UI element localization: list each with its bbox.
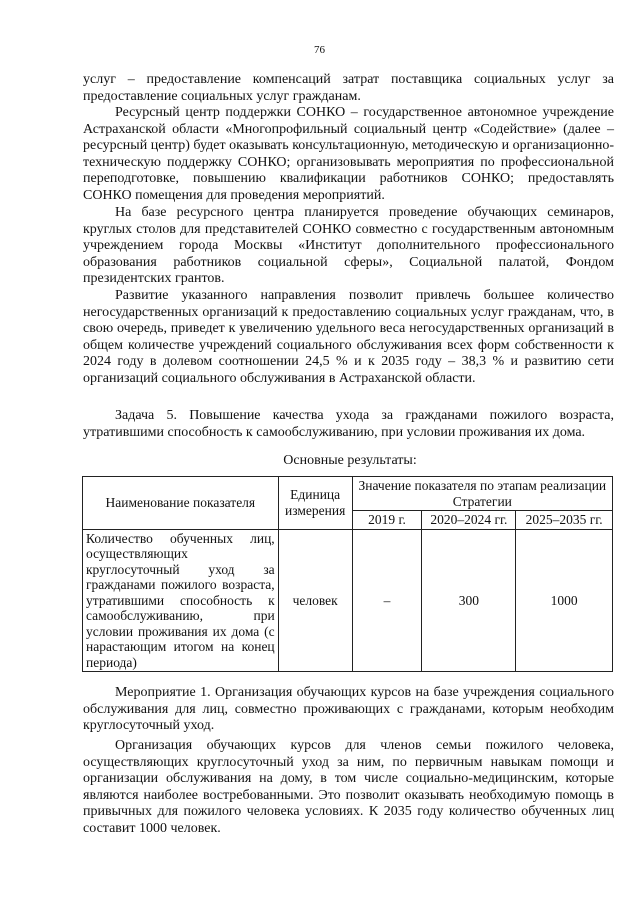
header-unit: Единица измерения — [278, 477, 352, 530]
row-value-2020-2024: 300 — [422, 529, 516, 672]
results-table — [82, 476, 613, 672]
paragraph-seminars: На базе ресурсного центра планируется проведение обучающих семинаров, круглых столов для представителей СОНКО совместно с государственным автономным учреждением города Москвы «Институт дополнительного профессионального образования работников социальной сферы», Социальной палатой, Фондом президентских грантов. — [83, 205, 614, 286]
paragraph-task-5: Задача 5. Повышение качества ухода за гражданами пожилого возраста, утратившими способность к самообслуживанию, при условии проживания их дома. — [83, 408, 614, 440]
row-unit: человек — [278, 529, 352, 672]
paragraph-development: Развитие указанного направления позволит привлечь большее количество негосударственных организаций к предоставлению социальных услуг гражданам, что, в свою очередь, приведет к увеличению удельного веса негосударственных организаций в общем количестве учреждений социального обслуживания всех форм собственности к 2024 году в долевом соотношении 24,5 % и к 2035 году – 38,3 % и развитию сети организаций социального обслуживания в Астраханской области. — [83, 288, 614, 386]
header-year-2019: 2019 г. — [352, 511, 422, 530]
header-indicator-value: Значение показателя по этапам реализации Стратегии — [352, 477, 612, 511]
paragraph-services-continuation: услуг – предоставление компенсаций затрат поставщика социальных услуг за предоставление социальных услуг гражданам. — [83, 72, 614, 104]
page-number: 76 — [314, 44, 325, 56]
paragraph-resource-center: Ресурсный центр поддержки СОНКО – государственное автономное учреждение Астраханской области «Многопрофильный социальный центр «Содействие» (далее – ресурсный центр) будет оказывать консультационную, методическую и организационно-техническую поддержку СОНКО; организовывать мероприятия по профессиональной переподготовке, повышению квалификации работников СОНКО; предоставлять СОНКО помещения для проведения мероприятий. — [83, 105, 614, 203]
paragraph-courses: Организация обучающих курсов для членов семьи пожилого человека, осуществляющих круглосуточный уход за ним, по первичным навыкам помощи и организации обслуживания на дому, в том числе социально-медицинским, которые являются наиболее востребованными. Это позволит оказывать необходимую помощь в привычных для пожилого человека условиях. К 2035 году количество обученных лиц составит 1000 человек. — [83, 738, 614, 836]
row-value-2019: – — [352, 529, 422, 672]
header-indicator-name: Наименование показателя — [83, 477, 279, 530]
header-years-2025-2035: 2025–2035 гг. — [516, 511, 613, 530]
row-value-2025-2035: 1000 — [516, 529, 613, 672]
table-row — [83, 529, 613, 672]
row-indicator-name: Количество обученных лиц, осуществляющих круглосуточный уход за гражданами пожилого возраста, утратившими способность к самообслуживанию, при условии проживания их дома (с нарастающим итогом на конец периода) — [83, 529, 279, 672]
table-caption: Основные результаты: — [283, 453, 417, 468]
paragraph-measure-1: Мероприятие 1. Организация обучающих курсов на базе учреждения социального обслуживания для лиц, совместно проживающих с гражданами, которым необходим круглосуточный уход. — [83, 685, 614, 733]
header-years-2020-2024: 2020–2024 гг. — [422, 511, 516, 530]
